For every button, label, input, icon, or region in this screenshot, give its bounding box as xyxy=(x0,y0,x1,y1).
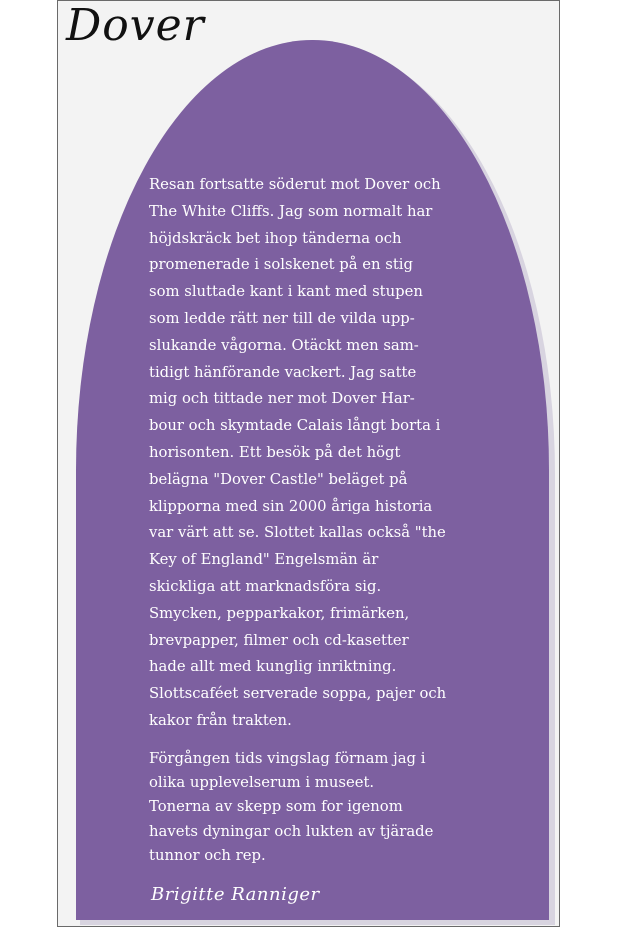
text-line: Förgången tids vingslag förnam jag i xyxy=(149,750,426,767)
text-line: havets dyningar och lukten av tjärade xyxy=(149,822,434,840)
text-line: Tonerna av skepp som for igenom xyxy=(149,798,403,816)
text-line: kakor från trakten. xyxy=(149,711,292,729)
text-line: horisonten. Ett besök på det högt xyxy=(149,443,401,461)
text-line: bour och skymtade Calais långt borta i xyxy=(149,417,441,435)
text-line: var värt att se. Slottet kallas också "the xyxy=(149,524,446,542)
text-line: slukande vågorna. Otäckt men sam- xyxy=(149,336,419,354)
text-line: Resan fortsatte söderut mot Dover och xyxy=(149,176,441,193)
text-line: klipporna med sin 2000 åriga historia xyxy=(149,497,433,515)
text-line: The White Cliffs. Jag som normalt har xyxy=(149,202,433,220)
text-line: belägna "Dover Castle" beläget på xyxy=(149,470,408,488)
author-signature: Brigitte Ranniger xyxy=(151,884,320,905)
text-line: promenerade i solskenet på en stig xyxy=(149,256,414,274)
text-line: som ledde rätt ner till de vilda upp- xyxy=(149,309,415,327)
text-line: Slottscaféet serverade soppa, pajer och xyxy=(149,685,447,703)
page-title: Dover xyxy=(66,0,205,51)
text-line: mig och tittade ner mot Dover Har- xyxy=(149,390,415,408)
text-line: brevpapper, filmer och cd-kasetter xyxy=(149,631,409,649)
text-line: hade allt med kunglig inriktning. xyxy=(149,658,397,676)
text-line: höjdskräck bet ihop tänderna och xyxy=(149,229,402,247)
text-line: olika upplevelserum i museet. xyxy=(149,774,375,792)
paragraph-2 xyxy=(149,747,474,868)
text-line: som sluttade kant i kant med stupen xyxy=(149,283,423,301)
text-line: skickliga att marknadsföra sig. xyxy=(149,577,382,595)
text-line: tidigt hänförande vackert. Jag satte xyxy=(149,363,417,381)
paragraph-1 xyxy=(149,172,474,735)
text-line: Key of England" Engelsmän är xyxy=(149,551,379,569)
text-line: Smycken, pepparkakor, frimärken, xyxy=(149,604,410,622)
text-line: tunnor och rep. xyxy=(149,846,266,864)
